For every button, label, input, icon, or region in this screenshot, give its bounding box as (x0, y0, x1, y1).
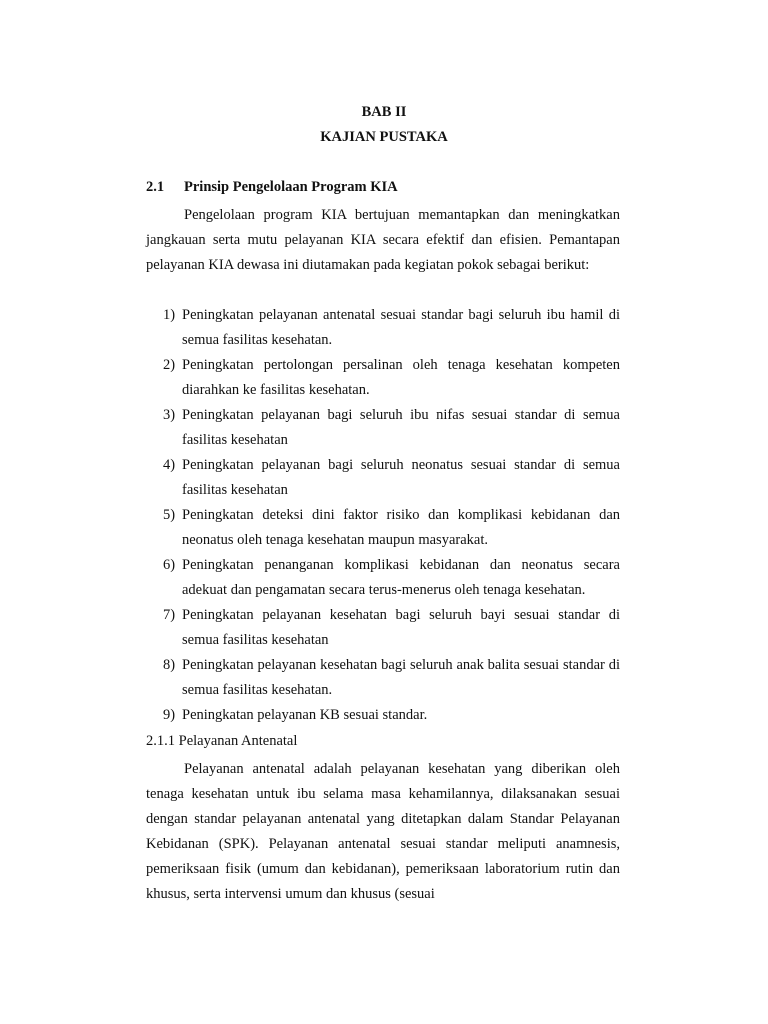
list-item-number: 7) (163, 607, 176, 623)
list-item-text: Peningkatan penanganan komplikasi kebidanan dan neonatus secara adekuat dan pengamatan secara terus-menerus oleh tenaga kesehatan. (182, 557, 620, 598)
list-item-text: Peningkatan pertolongan persalinan oleh tenaga kesehatan kompeten diarahkan ke fasilitas kesehatan. (182, 357, 620, 398)
list-item-number: 4) (163, 457, 176, 473)
intro-paragraph: Pengelolaan program KIA bertujuan memantapkan dan meningkatkan jangkauan serta mutu pelayanan KIA secara efektif dan efisien. Pemantapan pelayanan KIA dewasa ini diutamakan pada kegiatan pokok sebagai berikut: (146, 207, 620, 273)
list-item (146, 503, 620, 553)
section-heading (146, 179, 398, 196)
list-item-text: Peningkatan pelayanan KB sesuai standar. (182, 707, 428, 723)
chapter-number: BAB II (361, 104, 407, 120)
section-number: 2.1 (146, 179, 165, 195)
list-item-number: 9) (163, 707, 176, 723)
list-item-text: Peningkatan pelayanan antenatal sesuai standar bagi seluruh ibu hamil di semua fasilitas kesehatan. (182, 307, 620, 348)
list-item-number: 5) (163, 507, 176, 523)
list-item-number: 2) (163, 357, 176, 373)
list-item-text: Peningkatan pelayanan kesehatan bagi seluruh bayi sesuai standar di semua fasilitas kesehatan (182, 607, 620, 648)
list-item (146, 453, 620, 503)
list-item (146, 553, 620, 603)
list-item (146, 653, 620, 703)
list-item (146, 603, 620, 653)
list-item-text: Peningkatan pelayanan kesehatan bagi seluruh anak balita sesuai standar di semua fasilitas kesehatan. (182, 657, 620, 698)
list-item-number: 1) (163, 307, 176, 323)
list-item-text: Peningkatan deteksi dini faktor risiko dan komplikasi kebidanan dan neonatus oleh tenaga kesehatan maupun masyarakat. (182, 507, 620, 548)
subsection-heading: 2.1.1 Pelayanan Antenatal (146, 733, 298, 749)
antenatal-paragraph: Pelayanan antenatal adalah pelayanan kesehatan yang diberikan oleh tenaga kesehatan untuk ibu selama masa kehamilannya, dilaksanakan sesuai dengan standar pelayanan antenatal yang ditetapkan dalam Standar Pelayanan Kebidanan (SPK). Pelayanan antenatal sesuai standar meliputi anamnesis, pemeriksaan fisik (umum dan kebidanan), pemeriksaan laboratorium rutin dan khusus, serta intervensi umum dan khusus (sesuai (146, 761, 620, 902)
list-item (146, 403, 620, 453)
list-item-number: 8) (163, 657, 176, 673)
list-item-text: Peningkatan pelayanan bagi seluruh ibu nifas sesuai standar di semua fasilitas kesehatan (182, 407, 620, 448)
list-item-text: Peningkatan pelayanan bagi seluruh neonatus sesuai standar di semua fasilitas kesehatan (182, 457, 620, 498)
chapter-title: KAJIAN PUSTAKA (320, 129, 448, 145)
list-item-number: 3) (163, 407, 176, 423)
section-title: Prinsip Pengelolaan Program KIA (184, 179, 398, 195)
list-item (146, 703, 620, 728)
activity-list (146, 303, 620, 728)
list-item (146, 303, 620, 353)
list-item (146, 353, 620, 403)
list-item-number: 6) (163, 557, 176, 573)
